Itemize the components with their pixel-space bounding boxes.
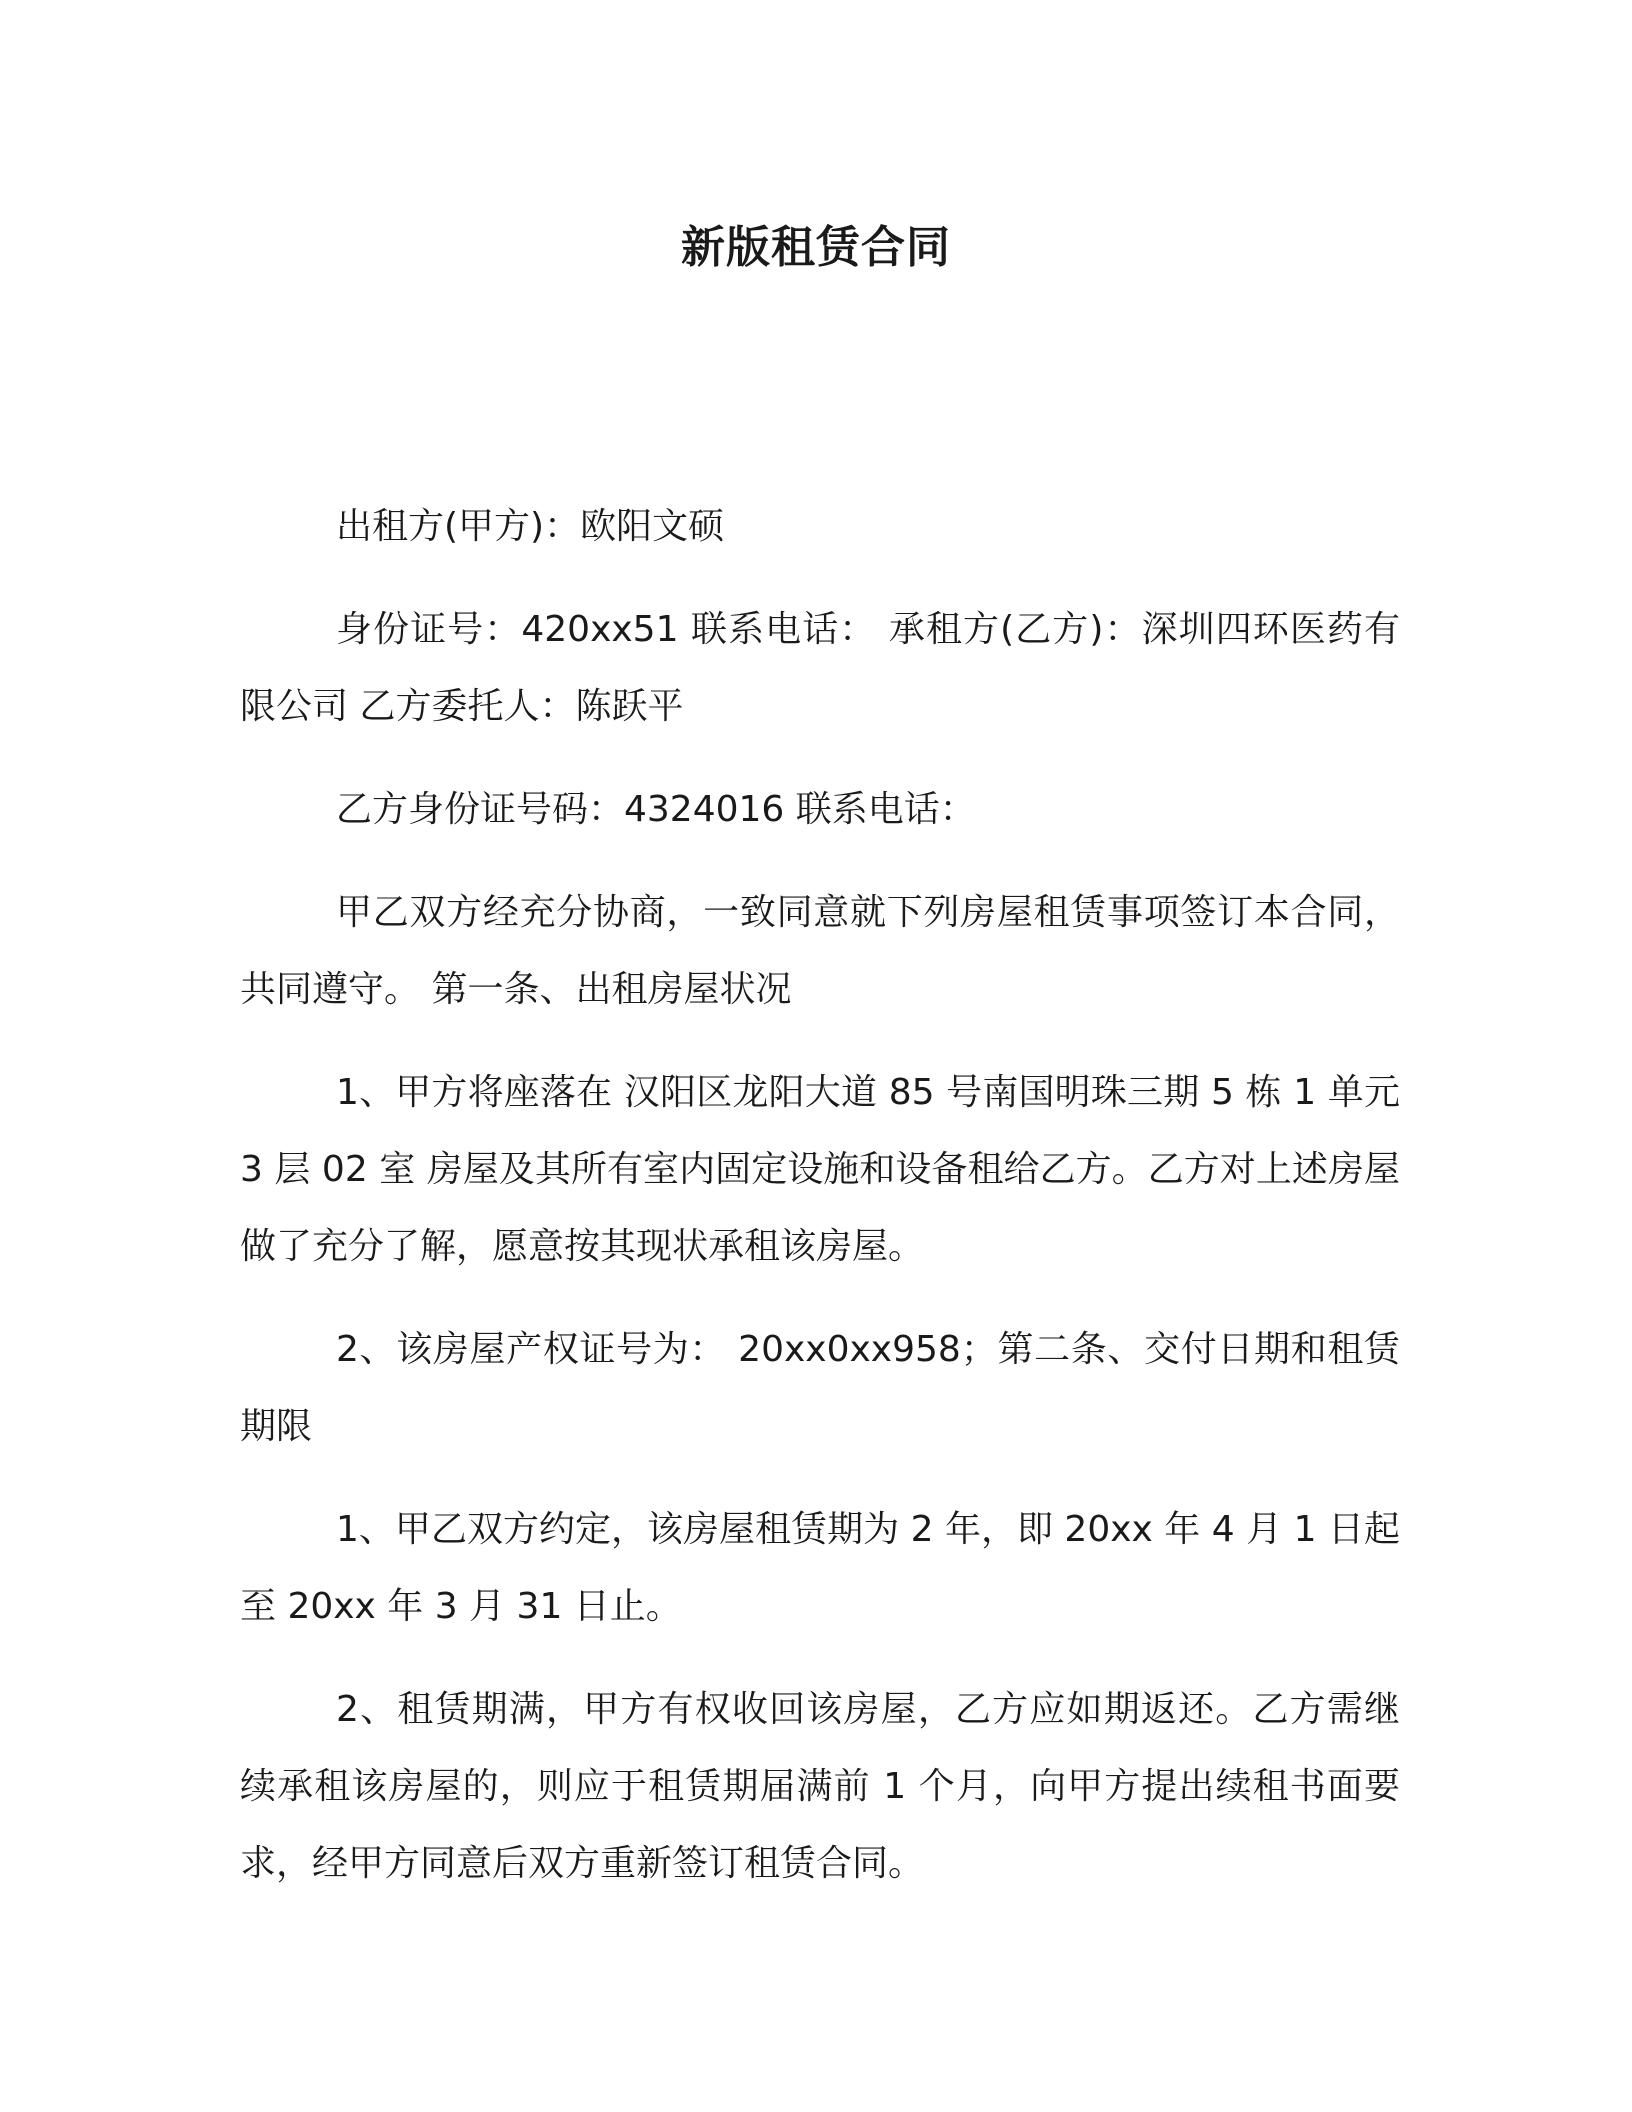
paragraph-lease-renewal: 2、租赁期满，甲方有权收回该房屋，乙方应如期返还。乙方需继续承租该房屋的，则应于租赁期届满前 1 个月，向甲方提出续租书面要求，经甲方同意后双方重新签订租赁合同。 bbox=[240, 1689, 1400, 1884]
paragraph-agreement-article-1: 甲乙双方经充分协商，一致同意就下列房屋租赁事项签订本合同，共同遵守。 第一条、出租房屋状况 bbox=[240, 892, 1400, 1010]
paragraph-property-certificate-article-2: 2、该房屋产权证号为： 20xx0xx958；第二条、交付日期和租赁期限 bbox=[240, 1329, 1400, 1447]
paragraph-lessee-id: 乙方身份证号码：4324016 联系电话： bbox=[336, 789, 976, 830]
paragraph-property-location: 1、甲方将座落在 汉阳区龙阳大道 85 号南国明珠三期 5 栋 1 单元 3 层 02 室 房屋及其所有室内固定设施和设备租给乙方。乙方对上述房屋做了充分了解，愿意按其现状承租该房屋。 bbox=[240, 1072, 1400, 1267]
document-title: 新版租赁合同 bbox=[681, 222, 951, 273]
paragraph-lessor: 出租方(甲方)：欧阳文硕 bbox=[336, 506, 725, 547]
document-body bbox=[240, 488, 1400, 1928]
paragraph-lessor-id-and-lessee: 身份证号：420xx51 联系电话： 承租方(乙方)：深圳四环医药有限公司 乙方委托人：陈跃平 bbox=[240, 609, 1400, 727]
paragraph-lease-term: 1、甲乙双方约定，该房屋租赁期为 2 年，即 20xx 年 4 月 1 日起至 20xx 年 3 月 31 日止。 bbox=[240, 1509, 1400, 1627]
